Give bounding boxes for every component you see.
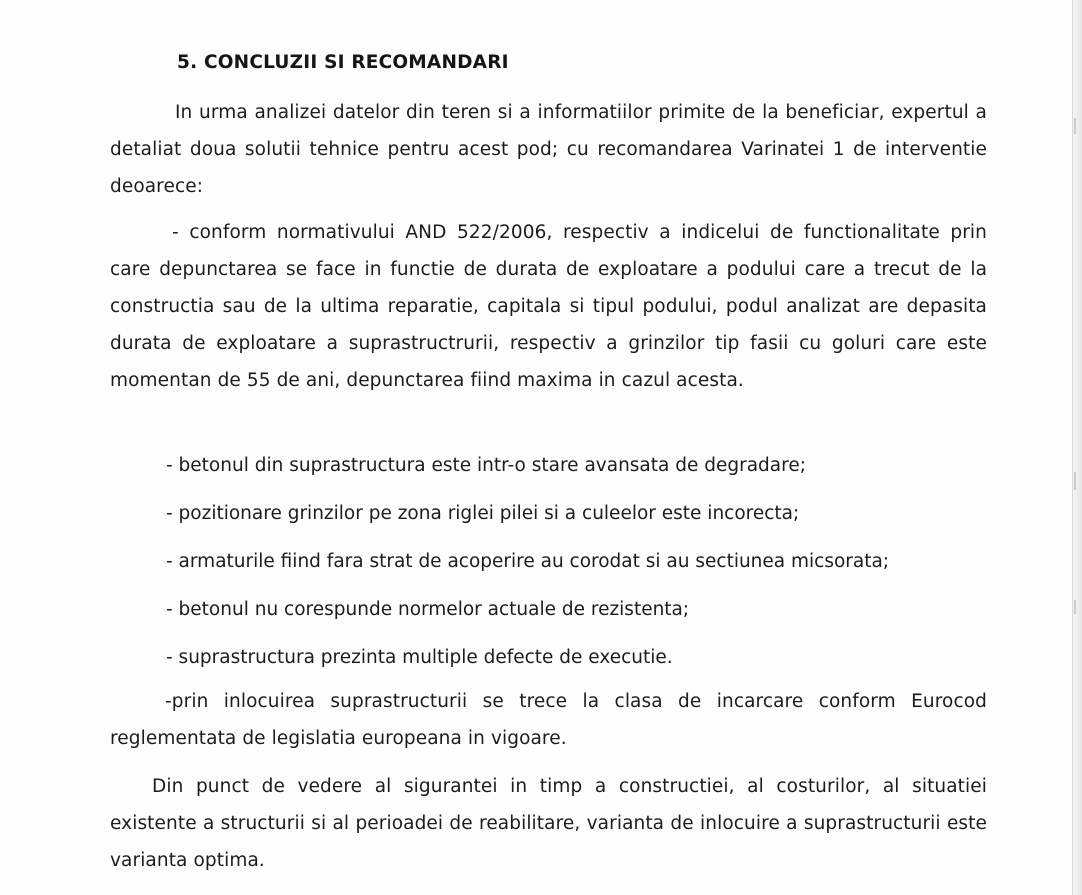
normative-paragraph: - conform normativului AND 522/2006, respectiv a indicelui de functionalitate prin care depunctarea se face in functie de durata de exploatare a podului care a trecut de la constructia sau de la ultima reparatie, capitala si tipul podului, podul analizat are depasita durata de exploatare a suprastructrurii, respectiv a grinzilor tip fasii cu goluri care este momentan de 55 de ani, depunctarea fiind maxima in cazul acesta. (110, 222, 987, 391)
list-item: - armaturile fiind fara strat de acoperire au corodat si au sectiunea micsorata; (166, 551, 890, 572)
conclusion-paragraph: Din punct de vedere al sigurantei in timp a constructiei, al costurilor, al situatiei existente a structurii si al perioadei de reabilitare, varianta de inlocuire a suprastructurii este varianta optima. (110, 776, 987, 871)
section-heading: 5. CONCLUZII SI RECOMANDARI (177, 52, 509, 73)
list-item: - betonul nu corespunde normelor actuale de rezistenta; (166, 599, 690, 620)
defects-list (166, 447, 996, 687)
replacement-paragraph: -prin inlocuirea suprastructurii se trece la clasa de incarcare conform Eurocod reglementata de legislatia europeana in vigoare. (110, 691, 987, 749)
list-item: - pozitionare grinzilor pe zona riglei pilei si a culeelor este incorecta; (166, 503, 800, 524)
scan-mark (1074, 472, 1076, 490)
list-item: - suprastructura prezinta multiple defecte de executie. (166, 647, 673, 668)
cut-off-text-top (112, 0, 252, 4)
scan-mark (1074, 600, 1076, 614)
page-edge-shadow (1072, 0, 1082, 895)
intro-paragraph: In urma analizei datelor din teren si a informatiilor primite de la beneficiar, expertul a detaliat doua solutii tehnice pentru acest pod; cu recomandarea Varinatei 1 de interventie deoarece: (110, 102, 987, 197)
cut-off-text-bottom (148, 888, 848, 895)
list-item: - betonul din suprastructura este intr-o stare avansata de degradare; (166, 455, 806, 476)
scan-mark (1074, 118, 1076, 134)
